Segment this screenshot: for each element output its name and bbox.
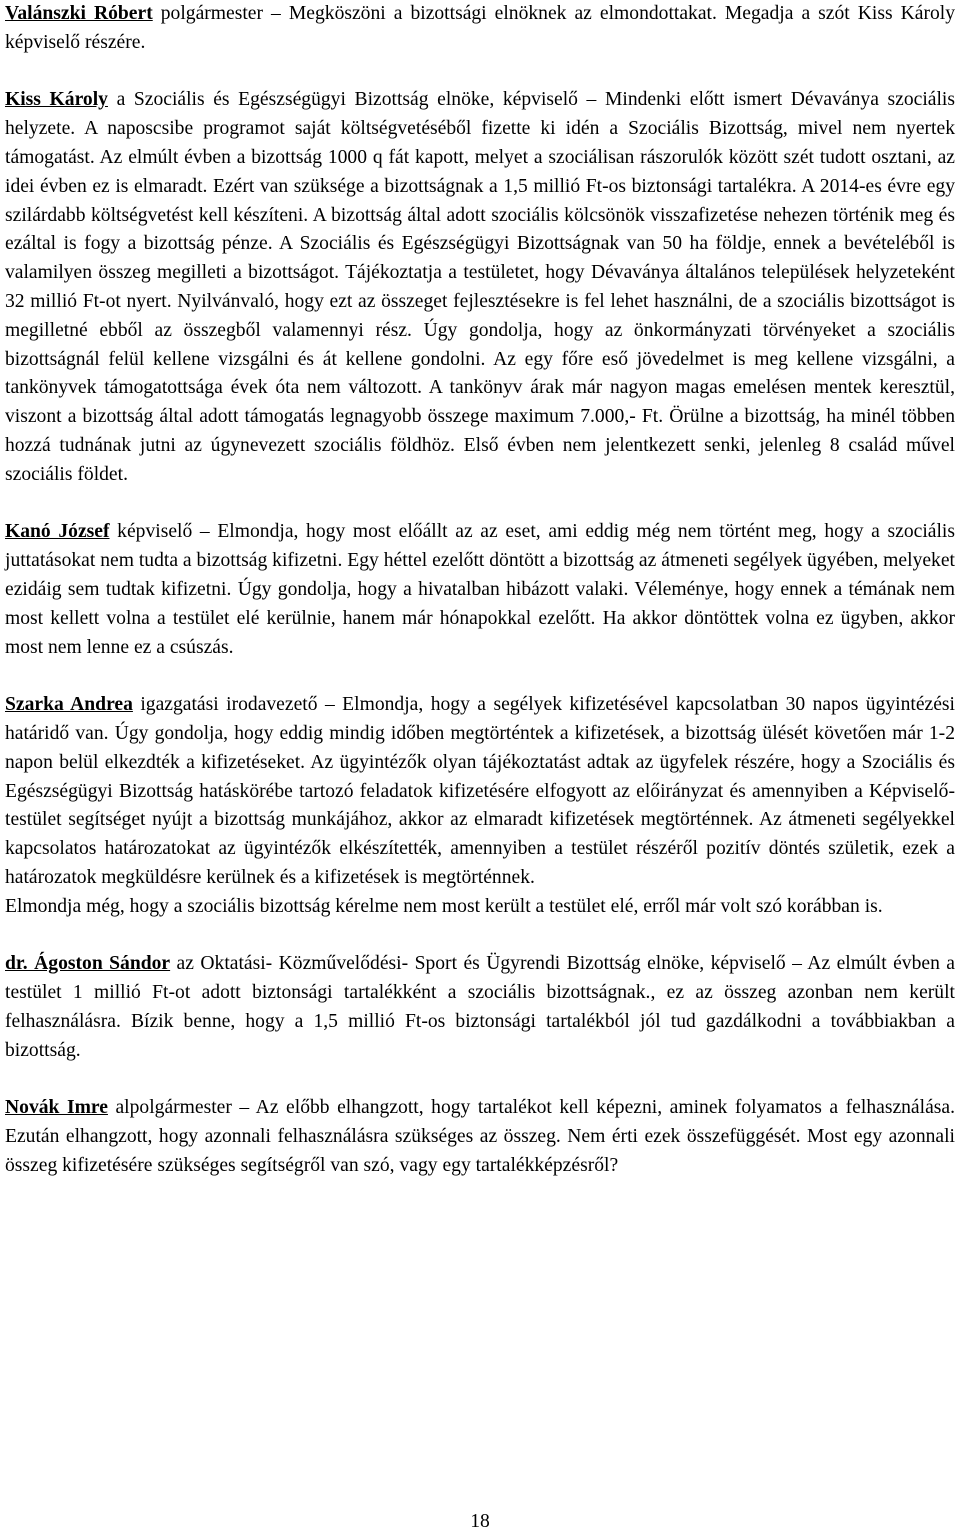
speaker-name: Valánszki Róbert xyxy=(5,3,153,24)
paragraph-agoston xyxy=(5,950,955,1065)
speaker-name: Novák Imre xyxy=(5,1097,108,1119)
paragraph-kiss xyxy=(5,86,955,489)
paragraph-text: az Oktatási- Közművelődési- Sport és Ügyrendi Bizottság elnöke, képviselő – Az elmúlt évben a testület 1 millió Ft-ot adott biztonsági tartalékként a szociális bizottságnak., ez az összeg azonban nem került felhasználásra. Bízik benne, hogy a 1,5 millió Ft-os biztonsági tartalékból jól tud gazdálkodni a továbbiakban a bizottság. xyxy=(5,953,955,1061)
paragraph-gap xyxy=(5,58,955,87)
paragraph-gap xyxy=(5,1065,955,1094)
paragraph-gap xyxy=(5,662,955,691)
document-page xyxy=(5,0,955,1181)
paragraph-text: a Szociális és Egészségügyi Bizottság elnöke, képviselő – Mindenki előtt ismert Dévaványa szociális helyzete. A naposcsibe programot saját költségvetéséből fizette ki idén a Szociális Bizottság, mivel nem nyertek támogatást. Az elmúlt évben a bizottság 1000 q fát kapott, melyet a szociálisan rászorulók között szét tudott osztani, az idei évben ez is elmaradt. Ezért van szüksége a bizottságnak a 1,5 millió Ft-os biztonsági tartalékra. A 2014-es évre egy szilárdabb költségvetést kell készíteni. A bizottság által adott szociális kölcsönök visszafizetése nehezen történik meg és ezáltal is fogy a bizottság pénze. A Szociális és Egészségügyi Bizottságnak van 50 ha földje, ennek a bevételéből is valamilyen összeg megilleti a bizottságot. Tájékoztatja a testületet, hogy Dévaványa általános települések helyzeteként 32 millió Ft-ot nyert. Nyilvánvaló, hogy ezt az összeget fejlesztésekre is fel lehet használni, de a szociális bizottságot is megilletné ebből az összegből valamennyi rész. Úgy gondolja, hogy az önkormányzati törvényeket a szociális bizottságnál felül kellene vizsgálni és át kellene gondolni. Az egy főre eső jövedelmet is meg kellene vizsgálni, a tankönyvek támogatottsága évek óta nem változott. A tankönyv árak már nagyon magas emelésen mentek keresztül, viszont a bizottság által adott támogatás legnagyobb összege maximum 7.000,- Ft. Örülne a bizottság, ha minél többen hozzá tudnának jutni az úgynevezett szociális földhöz. Első évben nem jelentkezett senki, jelenleg 8 család művel szociális földet. xyxy=(5,89,955,485)
paragraph-text: alpolgármester – Az előbb elhangzott, hogy tartalékot kell képezni, aminek folyamatos a felhasználása. Ezután elhangzott, hogy azonnali felhasználásra szükséges az összeg. Nem érti ezek összefüggését. Most egy azonnali összeg kifizetésére szükséges segítségről van szó, vagy egy tartalékképzésről? xyxy=(5,1097,955,1176)
speaker-name: Kiss Károly xyxy=(5,89,108,111)
paragraph-text: polgármester – Megköszöni a bizottsági elnöknek az elmondottakat. Megadja a szót Kiss Károly képviselő részére. xyxy=(5,3,956,53)
paragraph-novak xyxy=(5,1094,955,1180)
paragraph-kano xyxy=(5,518,955,662)
paragraph-valanszki xyxy=(5,0,955,58)
paragraph-text: Elmondja még, hogy a szociális bizottság kérelme nem most került a testület elé, erről már volt szó korábban is. xyxy=(5,895,883,917)
paragraph-gap xyxy=(5,922,955,951)
speaker-name: Szarka Andrea xyxy=(5,694,133,716)
page-number: 18 xyxy=(470,1511,490,1532)
paragraph-gap xyxy=(5,490,955,519)
paragraph-szarka-continued xyxy=(5,893,955,922)
paragraph-szarka xyxy=(5,691,955,893)
paragraph-text: képviselő – Elmondja, hogy most előállt az az eset, ami eddig még nem történt meg, hogy a szociális juttatásokat nem tudta a bizottság kifizetni. Egy héttel ezelőtt döntött a bizottság az átmeneti segélyek ügyében, melyeket ezidáig sem tudtak kifizetni. Úgy gondolja, hogy a hivatalban hibázott valaki. Véleménye, hogy ennek a témának nem most kellett volna a testület elé kerülnie, hanem már hónapokkal ezelőtt. Ha akkor döntöttek volna ez ügyben, akkor most nem lenne ez a csúszás. xyxy=(5,521,955,658)
speaker-name: dr. Ágoston Sándor xyxy=(5,953,171,975)
speaker-name: Kanó József xyxy=(5,521,110,543)
paragraph-text: igazgatási irodavezető – Elmondja, hogy a segélyek kifizetésével kapcsolatban 30 napos ügyintézési határidő van. Úgy gondolja, hogy eddig mindig időben megtörténtek a kifizetések, a bizottság ülését követően már 1-2 napon belül elkezdték a kifizetéseket. Az ügyintézők olyan tájékoztatást adtak az ügyfelek részére, hogy a Szociális és Egészségügyi Bizottság hatáskörébe tartozó feladatok kifizetésére elfogyott az előirányzat és amennyiben a Képviselő-testület segítséget nyújt a bizottság munkájához, akkor az elmaradt kifizetések megtörténnek. Az átmeneti segélyekkel kapcsolatos határozatokat az ügyintézők elkészítették, amennyiben a testület részéről pozitív döntés születik, ezek a határozatok megküldésre kerülnek és a kifizetések is megtörténnek. xyxy=(5,694,955,888)
